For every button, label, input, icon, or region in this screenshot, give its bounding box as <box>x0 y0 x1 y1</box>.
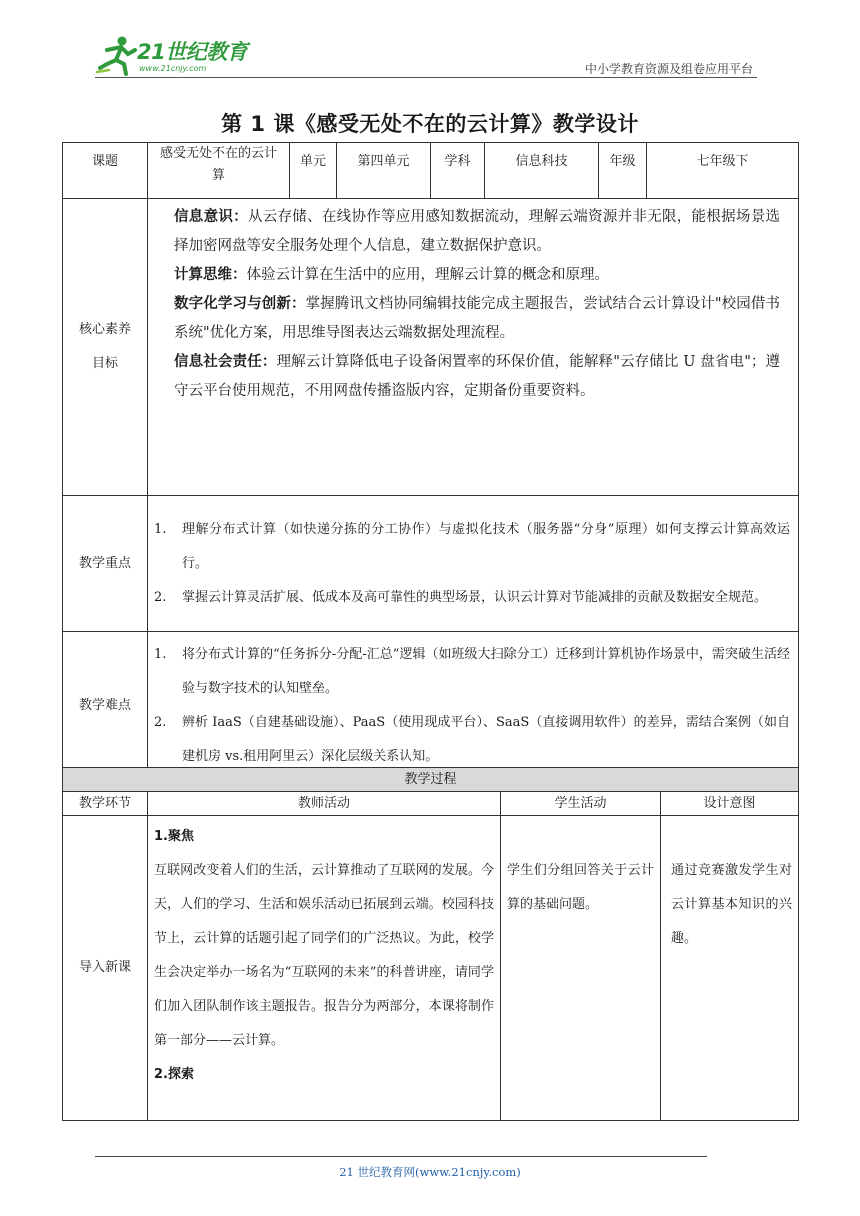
literacy-item-head: 计算思维： <box>174 267 247 283</box>
site-logo[interactable] <box>95 34 265 76</box>
item-text: 掌握云计算灵活扩展、低成本及高可靠性的典型场景，认识云计算对节能减排的贡献及数据安全规范。 <box>182 589 768 605</box>
literacy-item-head: 数字化学习与创新： <box>174 296 306 312</box>
difficulty-item <box>152 638 790 706</box>
process-row <box>63 816 799 1121</box>
page-header <box>95 30 757 78</box>
footer-link[interactable]: 21 世纪教育网(www.21cnjy.com) <box>339 1165 521 1179</box>
process-header-row <box>63 792 799 816</box>
literacy-item-head: 信息意识： <box>174 209 248 225</box>
topic-label: 课题 <box>63 143 148 199</box>
student-activity: 学生们分组回答关于云计算的基础问题。 <box>501 816 661 1121</box>
section-heading: 2.探索 <box>154 1067 194 1082</box>
section-heading: 1.聚焦 <box>154 829 194 844</box>
topic-value: 感受无处不在的云计算 <box>148 143 290 199</box>
item-number: 2. <box>154 589 167 605</box>
footer-divider <box>95 1156 707 1157</box>
literacy-item-head: 信息社会责任： <box>174 354 277 370</box>
teaching-process-table <box>62 767 799 1121</box>
design-intent: 通过竞赛激发学生对云计算基本知识的兴趣。 <box>661 816 799 1121</box>
literacy-item-text: 掌握腾讯文档协同编辑技能完成主题报告，尝试结合云计算设计"校园借书系统"优化方案，用思维导图表达云端数据处理流程。 <box>174 296 780 341</box>
item-number: 1. <box>154 647 167 662</box>
key-points-label: 教学重点 <box>63 496 148 632</box>
grade-label: 年级 <box>599 143 647 199</box>
stage-cell: 导入新课 <box>63 816 148 1121</box>
logo-text: 21世纪教育 <box>137 40 248 64</box>
lesson-info-table <box>62 142 799 781</box>
runner-logo-icon <box>95 34 139 76</box>
logo-url: www.21cnjy.com <box>139 64 207 73</box>
unit-value: 第四单元 <box>337 143 431 199</box>
literacy-item <box>174 203 780 261</box>
difficulty-item <box>152 706 790 774</box>
column-header: 设计意图 <box>661 792 799 816</box>
literacy-label: 核心素养目标 <box>63 199 148 496</box>
item-text: 辨析 IaaS（自建基础设施）、PaaS（使用现成平台）、SaaS（直接调用软件）的差异，需结合案例（如自建机房 vs.租用阿里云）深化层级关系认知。 <box>182 715 790 764</box>
document-title: 第 1 课《感受无处不在的云计算》教学设计 <box>221 112 639 136</box>
teacher-activity <box>148 816 501 1121</box>
item-text: 理解分布式计算（如快递分拣的分工协作）与虚拟化技术（服务器“分身”原理）如何支撑云计算高效运行。 <box>182 521 790 571</box>
column-header: 学生活动 <box>501 792 661 816</box>
literacy-item-text: 体验云计算在生活中的应用，理解云计算的概念和原理。 <box>246 267 609 283</box>
process-title: 教学过程 <box>63 768 799 792</box>
column-header: 教师活动 <box>148 792 501 816</box>
info-row <box>63 143 799 199</box>
key-point-item <box>152 581 790 615</box>
key-points-content <box>148 496 799 632</box>
process-title-row <box>63 768 799 792</box>
grade-value: 七年级下 <box>647 143 799 199</box>
literacy-item <box>174 290 780 348</box>
platform-name: 中小学教育资源及组卷应用平台 <box>584 62 753 76</box>
literacy-item-text: 从云存储、在线协作等应用感知数据流动，理解云端资源并非无限，能根据场景选择加密网盘等安全服务处理个人信息，建立数据保护意识。 <box>174 209 780 254</box>
teacher-paragraph: 互联网改变着人们的生活，云计算推动了互联网的发展。今天，人们的学习、生活和娱乐活动已拓展到云端。校园科技节上，云计算的话题引起了同学们的广泛热议。为此，校学生会决定举办一场名为“互联网的未来”的科普讲座，请同学们加入团队制作该主题报告。报告分为两部分，本课将制作第一部分——云计算。 <box>154 863 494 1048</box>
difficulties-label: 教学难点 <box>63 632 148 781</box>
key-point-item <box>152 513 790 581</box>
subject-label: 学科 <box>431 143 485 199</box>
item-number: 1. <box>154 521 167 537</box>
column-header: 教学环节 <box>63 792 148 816</box>
difficulties-content <box>148 632 799 781</box>
literacy-content <box>148 199 799 496</box>
subject-value: 信息科技 <box>485 143 599 199</box>
item-text: 将分布式计算的“任务拆分-分配-汇总”逻辑（如班级大扫除分工）迁移到计算机协作场景中，需突破生活经验与数字技术的认知壁垒。 <box>182 647 790 696</box>
literacy-item <box>174 261 780 290</box>
literacy-row <box>63 199 799 496</box>
unit-label: 单元 <box>290 143 337 199</box>
item-number: 2. <box>154 715 167 730</box>
literacy-item-text: 理解云计算降低电子设备闲置率的环保价值，能解释"云存储比 U 盘省电"；遵守云平台使用规范，不用网盘传播盗版内容，定期备份重要资料。 <box>174 354 781 399</box>
difficulties-row <box>63 632 799 781</box>
key-points-row <box>63 496 799 632</box>
literacy-item <box>174 348 780 406</box>
